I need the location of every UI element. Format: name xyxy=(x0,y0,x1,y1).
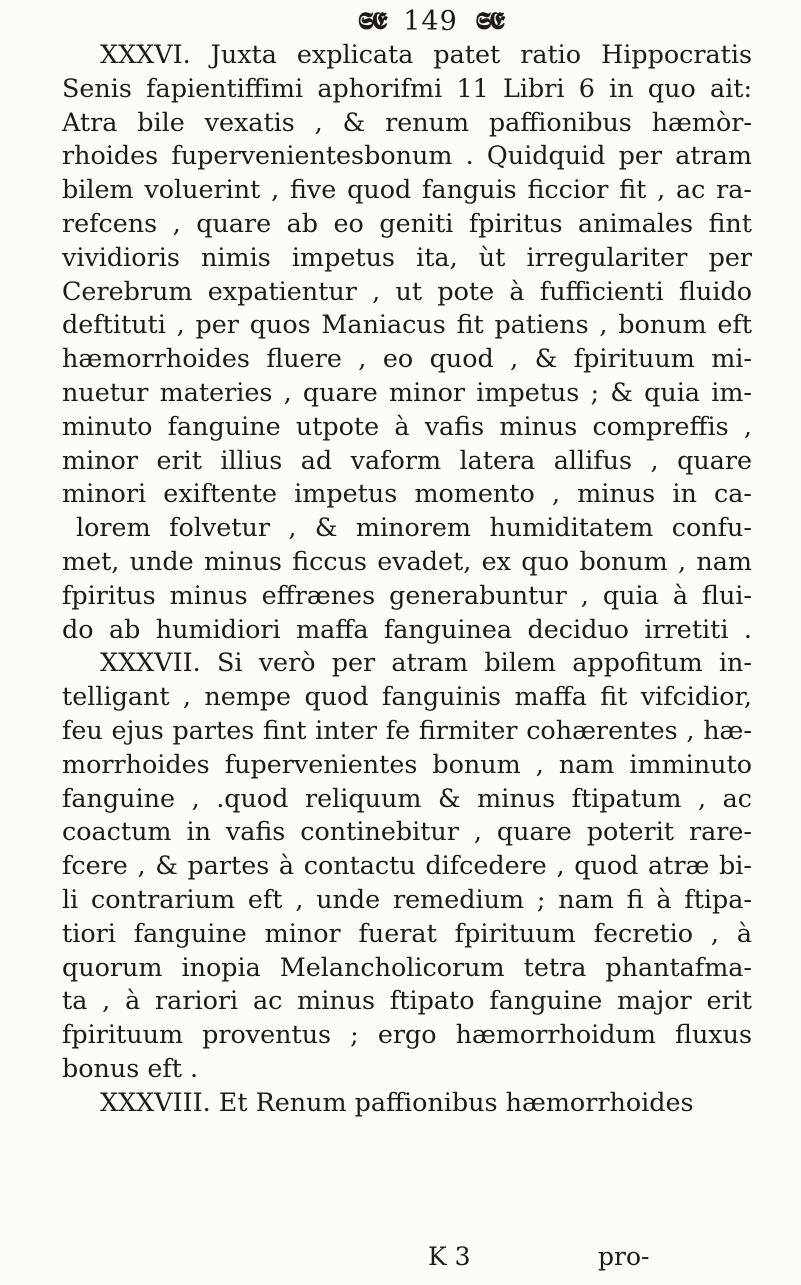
running-header xyxy=(0,4,801,39)
paragraph-xxxvi-start: XXXVI. Juxta explicata patet ratio Hippocratis xyxy=(100,39,752,69)
catchword: pro- xyxy=(598,1242,650,1271)
body-text xyxy=(62,38,752,1120)
text-line: fpirituum proventus ; ergo hæmorrhoidum fluxus xyxy=(62,1019,752,1050)
text-line: tiori fanguine minor fuerat fpirituum fecretio , à xyxy=(62,917,752,948)
text-line: ta , à rariori ac minus ftipato fanguine major erit xyxy=(62,985,752,1016)
text-line: minor erit illius ad vaform latera allifus , quare xyxy=(62,444,752,475)
text-line: bonus eft . xyxy=(62,1052,199,1083)
text-line: nuetur materies , quare minor impetus ; & quia im- xyxy=(62,376,752,407)
text-line: Atra bile vexatis , & renum paffionibus hæmòr- xyxy=(62,106,752,137)
text-line: quorum inopia Melancholicorum tetra phantafma- xyxy=(62,951,752,982)
text-line: morrhoides fupervenientes bonum , nam imminuto xyxy=(62,748,752,779)
text-line: Senis fapientiffimi aphorifmi 11 Libri 6 in quo ait: xyxy=(62,72,752,103)
text-line: refcens , quare ab eo geniti fpiritus animales fint xyxy=(62,207,752,238)
text-line: li contrarium eft , unde remedium ; nam fi à ftipa- xyxy=(62,883,752,914)
ornament-left: 𝕾𝕰 xyxy=(357,6,386,35)
text-line: feu ejus partes fint inter fe firmiter cohærentes , hæ- xyxy=(62,714,752,745)
page-number: 149 xyxy=(403,6,458,37)
text-line: vividioris nimis impetus ita, ùt irregulariter per xyxy=(62,241,752,272)
text-line: fpiritus minus effrænes generabuntur , quia à flui- xyxy=(62,579,752,610)
text-line: lorem folvetur , & minorem humiditatem confu- xyxy=(76,512,752,543)
text-line: rhoides fupervenientesbonum . Quidquid per atram xyxy=(62,140,752,171)
text-line: do ab humidiori maffa fanguinea deciduo irretiti . xyxy=(62,613,752,644)
ornament-right: 𝕾𝕰 xyxy=(475,6,504,35)
text-line: fcere , & partes à contactu difcedere , quod atræ bi- xyxy=(62,850,752,881)
paragraph-xxxviii-start: XXXVIII. Et Renum paffionibus hæmorrhoides xyxy=(100,1086,694,1117)
text-line: met, unde minus ficcus evadet, ex quo bonum , nam xyxy=(62,545,752,576)
signature-mark: K 3 xyxy=(428,1242,471,1271)
text-line: minuto fanguine utpote à vafis minus compreffis , xyxy=(62,410,752,441)
text-line: hæmorrhoides fluere , eo quod , & fpirituum mi- xyxy=(62,343,752,374)
text-line: deftituti , per quos Maniacus fit patiens , bonum eft xyxy=(62,309,752,340)
text-line: coactum in vafis continebitur , quare poterit rare- xyxy=(62,816,752,847)
text-line: Cerebrum expatientur , ut pote à fufficienti fluido xyxy=(62,275,752,306)
text-line: telligant , nempe quod fanguinis maffa fit vifcidior, xyxy=(62,681,752,712)
text-line: minori exiftente impetus momento , minus in ca- xyxy=(62,478,752,509)
text-line: bilem voluerint , five quod fanguis ficcior fit , ac ra- xyxy=(62,174,752,205)
paragraph-xxxvii-start: XXXVII. Si verò per atram bilem appofitum in- xyxy=(100,647,752,678)
text-line: fanguine , .quod reliquum & minus ftipatum , ac xyxy=(62,782,752,813)
